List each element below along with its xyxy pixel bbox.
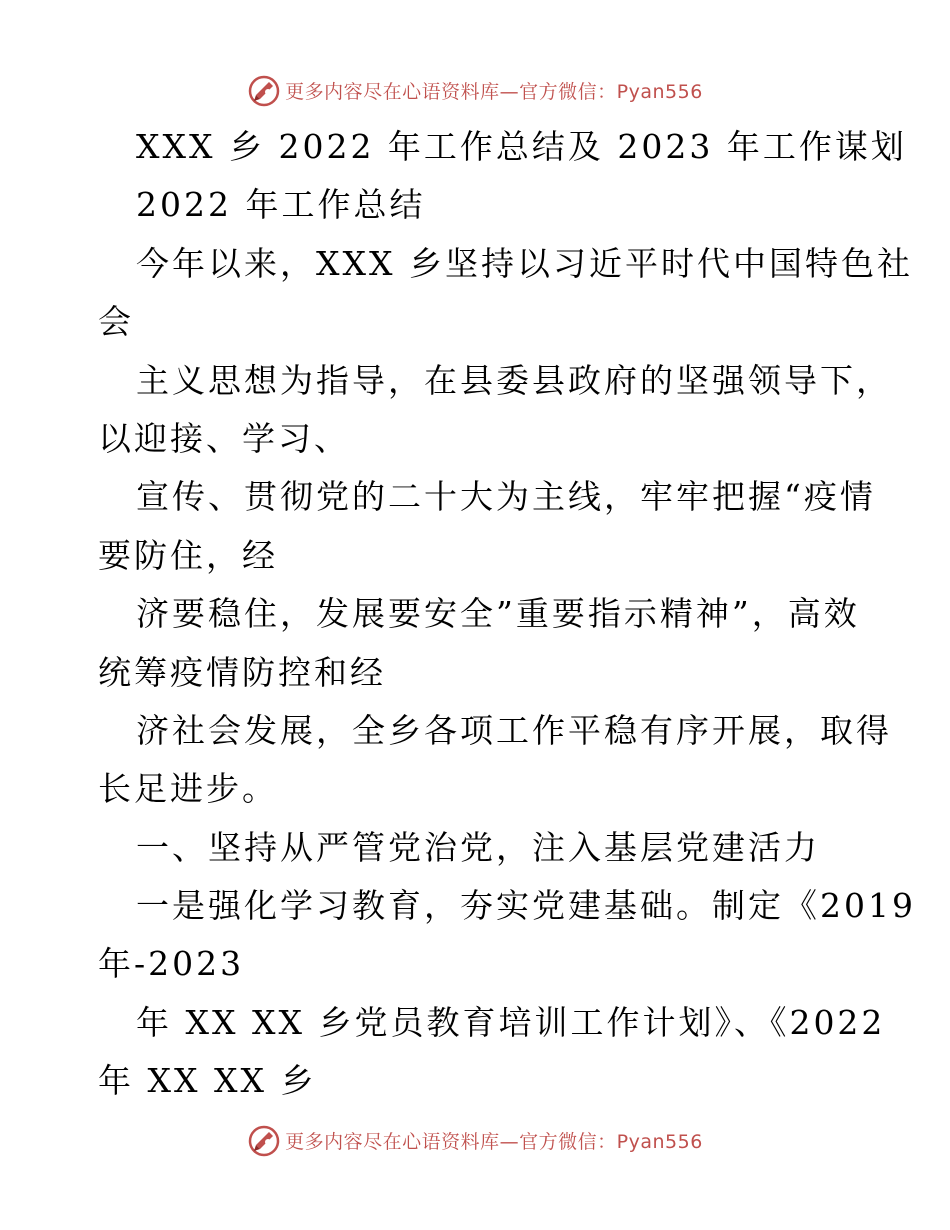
footer-watermark bbox=[0, 1120, 950, 1160]
text-line: XXX 乡 2022 年工作总结及 2023 年工作谋划 bbox=[136, 127, 907, 166]
text-line: 2022 年工作总结 bbox=[136, 185, 426, 225]
watermark-text: 更多内容尽在心语资料库—官方微信：Pyan556 bbox=[285, 80, 703, 103]
text-line: 济要稳住，发展要安全”重要指示精神”，高效 bbox=[136, 594, 860, 634]
header-watermark bbox=[0, 70, 950, 110]
text-line: 年-2023 bbox=[98, 944, 245, 984]
pen-seal-icon bbox=[247, 1123, 281, 1157]
text-line: 要防住，经 bbox=[98, 535, 278, 575]
watermark-text: 更多内容尽在心语资料库—官方微信：Pyan556 bbox=[285, 1130, 703, 1153]
text-line: 一是强化学习教育，夯实党建基础。制定《2019 bbox=[136, 886, 916, 926]
text-line: 一、坚持从严管党治党，注入基层党建活力 bbox=[136, 827, 820, 867]
text-line: 年 XX XX 乡 bbox=[98, 1061, 317, 1101]
document-body bbox=[98, 118, 916, 1111]
text-line: 年 XX XX 乡党员教育培训工作计划》、《2022 bbox=[136, 1002, 886, 1042]
pen-seal-icon bbox=[247, 73, 281, 107]
text-line: 统筹疫情防控和经 bbox=[98, 652, 386, 692]
text-line: 济社会发展，全乡各项工作平稳有序开展，取得 bbox=[136, 710, 892, 750]
text-line: 宣传、贯彻党的二十大为主线，牢牢把握“疫情 bbox=[136, 477, 876, 517]
text-line: 以迎接、学习、 bbox=[98, 418, 350, 458]
text-line: 主义思想为指导，在县委县政府的坚强领导下， bbox=[136, 360, 892, 400]
text-line: 今年以来，XXX 乡坚持以习近平时代中国特色社 bbox=[136, 243, 913, 283]
text-line: 长足进步。 bbox=[98, 769, 278, 809]
text-line: 会 bbox=[98, 302, 134, 342]
